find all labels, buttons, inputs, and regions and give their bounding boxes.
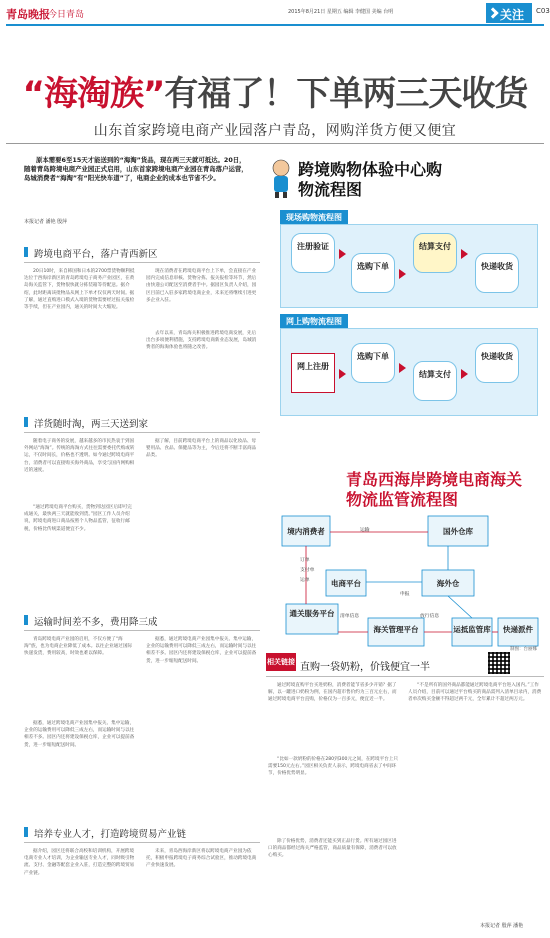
flow-label-release: 放行信息 [420, 614, 440, 619]
flow-label: 网上购物流程图 [280, 314, 348, 328]
section-title: 跨境电商平台，落户青西新区 [24, 246, 158, 260]
divider [6, 143, 544, 144]
flow-step: 网上注册 [291, 353, 335, 393]
body-paragraph: “通过跨境电商平台购买，货物到达园区后即可完成通关，最快两三天就能收到货。”园区工作人员介绍说，跨境电商进口商品按照个人物品监管，征收行邮税，价格比传统渠道便宜不少。 [24, 505, 132, 532]
flow-step: 结算支付 [413, 361, 457, 401]
chevron-icon [487, 7, 498, 18]
section-title: 培养专业人才，打造跨境贸易产业链 [24, 826, 186, 840]
node-delivery: 快递派件 [503, 625, 533, 634]
arrow-icon [461, 249, 468, 259]
related-paragraph: 通过跨境直购平台买进奶粉，消费者能节省多少开销？据了解，以一罐进口奶粉为例，在国内超市售价约为三百元左右，而通过跨境电商平台直购，价格仅为一百多元，便宜近一半。 [268, 683, 397, 703]
related-rule [266, 676, 544, 677]
body-paragraph: 现在消费者在跨境电商平台上下单，会直接在产业园内完成信息审核、货物分拣、报关报检等环节，然后由快递公司配送至消费者手中。据园区负责人介绍，园区目前已入驻多家跨境电商企业，未来还将继续引进更多企业入驻。 [146, 269, 257, 303]
node-overseas-warehouse: 海外仓 [436, 579, 460, 588]
flow-label-order: 订单 [300, 558, 310, 563]
flow-step: 注册验证 [291, 233, 335, 273]
header-rule [6, 24, 544, 26]
graphic-credit: 制图：台丽娜 [510, 647, 537, 652]
related-tag: 相关链接 [266, 653, 296, 671]
infographic-title-1: 跨境购物体验中心购物流程图 [298, 160, 443, 199]
body-paragraph: 未来，青岛西海岸新区将以跨境电商产业园为依托，积极申报跨境电子商务综合试验区，推动跨境电商产业快速发展。 [146, 849, 257, 869]
infographic-title-2: 青岛西海岸跨境电商海关物流监管流程图 [346, 470, 523, 509]
flow-step: 选购下单 [351, 343, 395, 383]
issue-meta: 2015年8月21日 星期五 编辑 李健国 美编 台明 [288, 9, 394, 15]
flow-label-declare: 申报 [400, 592, 410, 597]
headline-main: 有福了！下单两三天收货 [164, 74, 528, 114]
arrow-icon [399, 269, 406, 279]
flow-box [280, 224, 538, 308]
related-title: 直购一袋奶粉，价钱便宜一半 [300, 662, 430, 673]
node-platform: 电商平台 [331, 579, 361, 588]
arrow-icon [339, 369, 346, 379]
byline: 本报记者 潘艳 殷萍 [24, 219, 68, 225]
related-byline: 本报记者 殷萍 潘艳 [480, 923, 524, 929]
flow-box [280, 328, 538, 416]
headline [0, 66, 550, 115]
body-paragraph: 据悉，通过跨境电商产业园集中报关、集中运输，企业的运输费用可以降低三成左右，而运输时间与以往相差不多。园区内还将建设保税仓库，企业可以提前备货，进一步缩短配送时间。 [24, 721, 135, 748]
flow-label-payment: 支付单 [300, 568, 315, 573]
flow-step: 快递收货 [475, 343, 519, 383]
mascot-icon [270, 158, 292, 198]
section-rule [24, 630, 260, 631]
section-rule [24, 432, 260, 433]
flow-label: 现场购物流程图 [280, 210, 348, 224]
section-title: 运输时间差不多，费用降三成 [24, 614, 158, 628]
page-number: C03 [536, 7, 550, 15]
column-tag [486, 3, 532, 23]
qr-code [488, 652, 510, 674]
section-rule [24, 262, 260, 263]
arrow-icon [399, 363, 406, 373]
related-paragraph: “比如一款奶粉的价格在280到300元之间，在跨境平台上只需要150元左右。”园区相关负责人表示，跨境电商省去了中间环节，价格优势明显。 [268, 757, 398, 777]
column-label: 关注 [500, 8, 525, 22]
arrow-icon [339, 249, 346, 259]
brand-logo: 青岛晚报 [6, 8, 50, 21]
section-rule [24, 842, 260, 843]
flow-step: 结算支付 [413, 233, 457, 273]
subhead: 山东首家跨境电商产业园落户青岛，网购洋货方便又便宜 [93, 123, 457, 139]
flow-label-waybill: 运单 [300, 578, 310, 583]
flow-label-list: 清单信息 [340, 614, 360, 619]
section-name: 今日青岛 [48, 10, 85, 20]
flow-step: 快递收货 [475, 253, 519, 293]
body-paragraph: 去年以来，青岛海关积极推进跨境电商发展，先后出台多项便利措施，支持跨境电商新业态发展，岛城消费者的海淘体验也将随之改善。 [146, 331, 257, 351]
body-paragraph: 据介绍，园区还将联合高校和培训机构，开展跨境电商专业人才培训，为企业输送专业人才，同时吸引物流、支付、金融等配套企业入驻，打造完整的跨境贸易产业链。 [24, 849, 135, 876]
body-paragraph: 20日10时，来自韩国和日本的2700票货物顺利抵达位于西海岸新区的青岛跨境电子商务产业园区，在黄岛海关监管下，货物很快就分拣装箱等待配送。据介绍，此时距离该批物品从网上下单才仅仅两天时间。据了解，通过直购进口模式入境的货物需要经过报关报检等手续，但在产业园内，通关的时间大大缩短。 [24, 269, 135, 311]
flow-label-transport: 运输 [360, 528, 370, 533]
page-header [0, 0, 550, 26]
lead-paragraph: 原本需要6至15天才能送到的“海淘”货品，现在两三天就可抵达。20日，随着青岛跨境电商产业园正式启用，山东首家跨境电商产业园在青岛落户运营，岛城消费者“海淘”有“阳光快车道”了，电商企业的成本也节省不少。 [24, 156, 248, 183]
section-title: 洋货随时淘，两三天送到家 [24, 416, 148, 430]
related-paragraph: 除了价格优势，消费者还能买到正品行货。所有通过园区进口的商品都经过海关严格监管，商品质量有保障，消费者可以放心购买。 [268, 839, 397, 859]
node-customs-platform: 通关服务平台 [289, 609, 335, 618]
node-bonded: 运抵监管库 [453, 625, 491, 634]
body-paragraph: 随着电子商务的发展，越来越多的市民热衷于到国外网站“海淘”。传统的海淘方式往往需要委托代购或转运，不仅时间长，价格也不透明。如今通过跨境电商平台，消费者可以直接购买海外商品，享受与国内网购相近的速度。 [24, 439, 135, 473]
headline-red: “海淘族” [22, 74, 165, 114]
related-paragraph: “不是所有的国外商品都能通过跨境电商平台进入国内。”工作人员介绍，目前可以通过平台购买的商品需列入清单目录内，消费者单次购买金额不得超过两千元，全年累计不超过两万元。 [408, 683, 542, 703]
body-paragraph: 青岛跨境电商产业园的启用，不仅方便了“海淘”族，也为电商企业降低了成本。以往企业通过国际快递发货，费用较高，时效也难以保障。 [24, 637, 133, 657]
node-consumer: 境内消费者 [287, 527, 325, 536]
flow-step: 选购下单 [351, 253, 395, 293]
node-customs-mgmt: 海关管理平台 [373, 625, 419, 634]
node-warehouse: 国外仓库 [443, 527, 473, 536]
body-paragraph: 据了解，目前跨境电商平台上的商品以化妆品、母婴用品、食品、保健品等为主，今后还将不断丰富商品品类。 [146, 439, 257, 459]
body-paragraph: 据悉，通过跨境电商产业园集中报关、集中运输，企业的运输费用可以降低三成左右，而运输时间与以往相差不多。园区内还将建设保税仓库，企业可以提前备货，进一步缩短配送时间。 [146, 637, 257, 664]
arrow-icon [461, 369, 468, 379]
